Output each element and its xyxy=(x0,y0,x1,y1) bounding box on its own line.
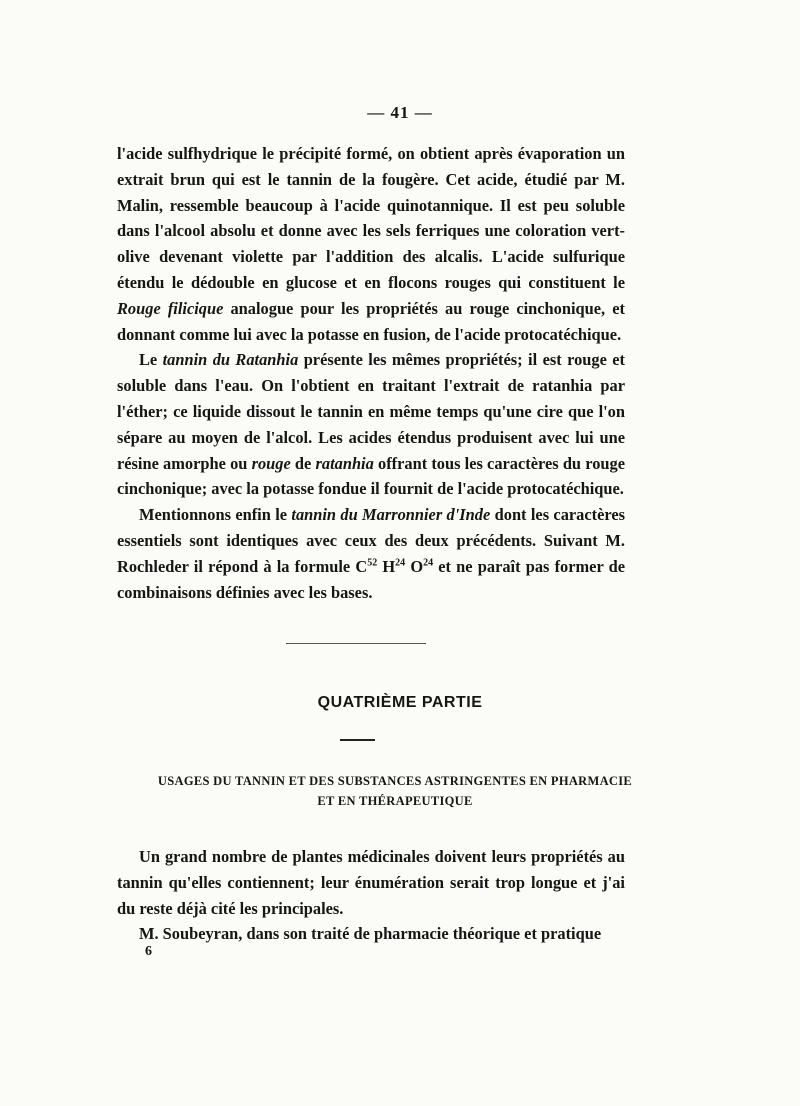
title-rule xyxy=(340,739,375,741)
paragraph-text: analogue pour les propriétés au rouge cinchonique, et donnant comme lui avec la potasse en fusion, de l'acide protocatéchique. xyxy=(117,298,625,344)
part-title: QUATRIÈME PARTIE xyxy=(317,694,483,711)
formula-superscript: 24 xyxy=(395,557,406,569)
paragraph-plantes: Un grand nombre de plantes médicinales doivent leurs propriétés au tannin qu'elles contiennent; leur énumération serait trop longue et j'ai du reste déjà cité les principales. xyxy=(117,847,625,918)
formula-superscript: 52 xyxy=(367,557,378,569)
section-heading-line: ET EN THÉRAPEUTIQUE xyxy=(317,794,473,808)
paragraph-text: Mentionnons enfin le xyxy=(139,505,292,525)
paragraph-text: dont les caractères essentiels sont identiques avec ceux des deux précédents. Suivant M. Rochleder il répond à la formule C xyxy=(117,505,625,576)
section-divider xyxy=(286,643,426,644)
emphasis-ratanhia: ratanhia xyxy=(315,453,374,473)
paragraph-text: O xyxy=(405,556,424,576)
emphasis-rouge: rouge xyxy=(251,453,291,473)
emphasis-rouge-filicique: Rouge filicique xyxy=(117,298,224,318)
paragraph-text: Le xyxy=(139,350,163,370)
emphasis-tannin-marronnier: tannin du Marronnier d'Inde xyxy=(291,505,491,525)
body-text-bottom xyxy=(117,844,625,947)
paragraph-fougere xyxy=(117,141,625,347)
paragraph-text: et ne paraît pas former de combinaisons définies avec les bases. xyxy=(117,556,626,602)
paragraph-text: l'acide sulfhydrique le précipité formé, on obtient après évaporation un extrait brun qui est le tannin de la fougère. Cet acide, étudié par M. Malin, ressemble beaucoup à l'acide quinotannique. Il est peu soluble dans l'alcool absolu et donne avec les sels ferriques une coloration vert-olive devenant violette par l'addition des alcalis. L'acide sulfurique étendu le dédouble en glucose et en flocons rouges qui constituent le xyxy=(117,144,625,292)
paragraph-text: H xyxy=(377,556,396,576)
page-number: — 41 — xyxy=(367,103,433,122)
section-heading-line: USAGES DU TANNIN ET DES SUBSTANCES ASTRINGENTES EN PHARMACIE xyxy=(157,774,633,788)
paragraph-text: présente les mêmes propriétés; il est rouge et soluble dans l'eau. On l'obtient en traitant l'extrait de ratanhia par l'éther; ce liquide dissout le tannin en même temps qu'une cire que l'on sépare au moyen de l'alcol. Les acides étendus produisent avec lui une résine amorphe ou xyxy=(117,350,625,473)
paragraph-soubeyran: M. Soubeyran, dans son traité de pharmacie théorique et pratique xyxy=(139,924,602,944)
paragraph-text: offrant tous les caractères du rouge cinchonique; avec la potasse fondue il fournit de l'acide protocatéchique. xyxy=(117,453,625,499)
body-text-top xyxy=(117,141,625,605)
printer-signature: 6 xyxy=(145,944,152,959)
emphasis-tannin-ratanhia: tannin du Ratanhia xyxy=(162,350,299,370)
paragraph-text: de xyxy=(290,453,316,473)
formula-superscript: 24 xyxy=(423,557,434,569)
paragraph-ratanhia xyxy=(117,347,625,502)
section-heading xyxy=(100,771,690,811)
paragraph-marronnier xyxy=(117,502,625,605)
